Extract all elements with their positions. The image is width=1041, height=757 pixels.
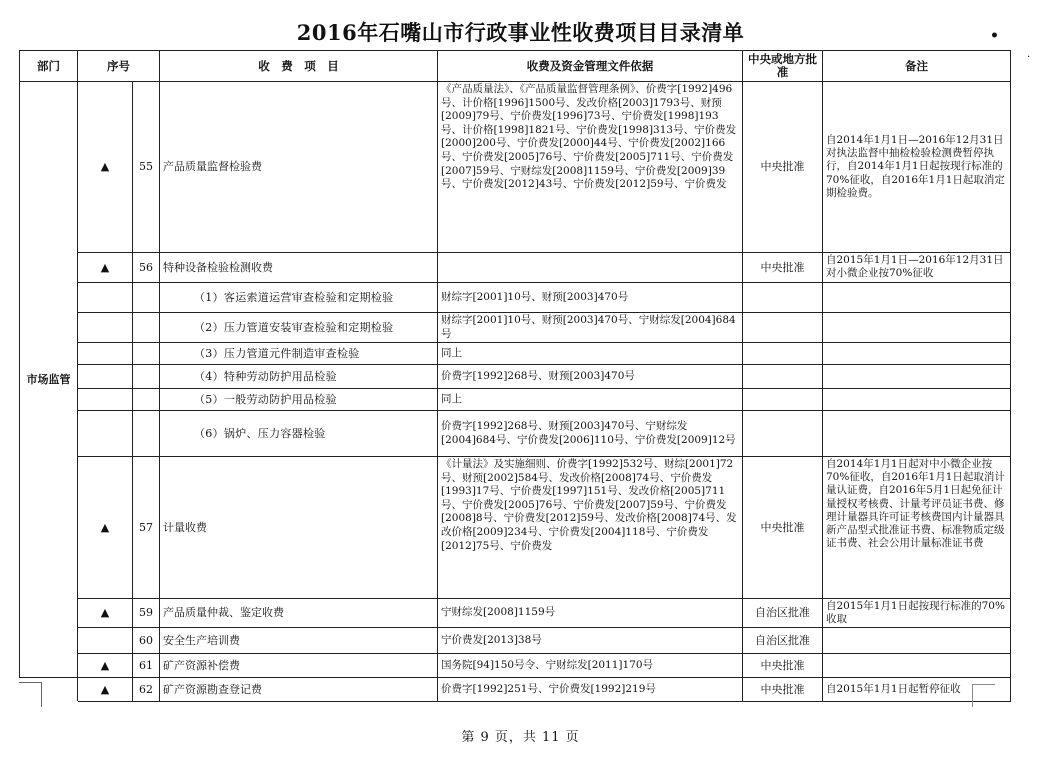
table-row	[20, 678, 1011, 702]
subitem-cell: （2）压力管道安装审查检验和定期检验	[160, 313, 438, 343]
scan-mark: ·	[1027, 52, 1031, 63]
note-cell	[823, 628, 1011, 654]
note-cell	[823, 457, 1011, 599]
approval-cell: 中央批准	[743, 253, 823, 283]
table-row	[20, 389, 1011, 411]
note-cell	[823, 599, 1011, 628]
item-cell: 矿产资源勘查登记费	[160, 678, 438, 702]
note-cell	[823, 654, 1011, 678]
seq-cell: 57	[133, 457, 160, 599]
approval-cell: 中央批准	[743, 678, 823, 702]
crop-mark	[19, 682, 42, 707]
table-header-row	[20, 51, 1011, 82]
basis-cell	[438, 253, 743, 283]
item-cell: 安全生产培训费	[160, 628, 438, 654]
basis-cell	[438, 82, 743, 253]
subitem-cell: （6）锅炉、压力容器检验	[160, 411, 438, 457]
basis-cell	[438, 457, 743, 599]
table-row	[20, 654, 1011, 678]
crop-mark	[972, 684, 995, 707]
table-row	[20, 457, 1011, 599]
mark-cell: ▲	[78, 599, 133, 628]
approval-cell: 自治区批准	[743, 628, 823, 654]
table-row	[20, 253, 1011, 283]
basis-cell: 同上	[438, 389, 743, 411]
table-row	[20, 411, 1011, 457]
seq-cell: 59	[133, 599, 160, 628]
col-header-seq: 序号	[78, 51, 160, 82]
basis-text: 《产品质量法》、《产品质量监督管理条例》、价费字[1992]496号、计价格[1996]1500号、发改价格[2003]1793号、财预[2009]79号、宁价费发[1996]73号、宁价费发[1998]193号、计价格[1998]1821号、宁价费发[1998]313号、宁价费发[2000]200号、宁价费发[2000]44号、宁价费发[2002]166号、宁价费发[2005]76号、宁价费发[2005]711号、宁价费发[2007]59号、宁财综发[2008]1159号、宁价费发[2009]39号、宁价费发[2012]43号、宁价费发[2012]59号、宁价费发	[441, 83, 737, 191]
note-cell	[823, 253, 1011, 283]
basis-cell: 价费字[1992]268号、财预[2003]470号	[438, 365, 743, 389]
col-header-note: 备注	[823, 51, 1011, 82]
table-row	[20, 599, 1011, 628]
basis-cell: 财综字[2001]10号、财预[2003]470号、宁财综发[2004]684号	[438, 313, 743, 343]
mark-cell: ▲	[78, 82, 133, 253]
basis-cell: 同上	[438, 343, 743, 365]
subitem-cell: （4）特种劳动防护用品检验	[160, 365, 438, 389]
table-row	[20, 313, 1011, 343]
basis-cell: 国务院[94]150号令、宁财综发[2011]170号	[438, 654, 743, 678]
seq-cell: 61	[133, 654, 160, 678]
table-row	[20, 365, 1011, 389]
basis-cell: 宁财综发[2008]1159号	[438, 599, 743, 628]
approval-cell: 中央批准	[743, 82, 823, 253]
seq-cell: 60	[133, 628, 160, 654]
basis-cell: 宁价费发[2013]38号	[438, 628, 743, 654]
basis-text: 《计量法》及实施细则、价费字[1992]532号、财综[2001]72号、财预[2002]584号、发改价格[2008]74号、宁价费发[1993]17号、宁价费发[1997]151号、发改价格[2005]711号、宁价费发[2005]76号、宁价费发[2007]59号、宁价费发[2008]8号、宁价费发[2012]59号、发改价格[2008]74号、发改价格[2009]234号、宁价费发[2004]118号、宁价费发[2012]75号、宁价费发	[441, 458, 737, 552]
scan-mark: •	[990, 28, 999, 44]
mark-cell: ▲	[78, 654, 133, 678]
fee-table	[19, 50, 1011, 702]
seq-cell: 62	[133, 678, 160, 702]
note-text: 自2015年1月1日起按现行标准的70%收取	[826, 600, 1005, 626]
dept-cell: 市场监管	[20, 82, 78, 678]
item-cell: 计量收费	[160, 457, 438, 599]
subitem-cell: （3）压力管道元件制造审查检验	[160, 343, 438, 365]
table-row	[20, 628, 1011, 654]
item-cell: 产品质量仲裁、鉴定收费	[160, 599, 438, 628]
note-cell: 自2014年1月1日—2016年12月31日对执法监督中抽检检验检测费暂停执行，自2014年1月1日起按现行标准的70%征收，自2016年1月1日起取消定期检验费。	[823, 82, 1011, 253]
basis-cell: 财综字[2001]10号、财预[2003]470号	[438, 283, 743, 313]
subitem-cell: （5）一般劳动防护用品检验	[160, 389, 438, 411]
note-text: 自2014年1月1日起对中小微企业按70%征收，自2016年1月1日起取消计量认证费，自2016年5月1日起免征计量授权考核费、计量考评员证书费、修理计量器具许可证考核费国内计量器具新产品型式批准证书费、标准物质定级证书费、社会公用计量标准证书费	[826, 458, 1005, 550]
page-footer: 第 9 页，共 11 页	[461, 730, 580, 745]
note-text: 自2015年1月1日—2016年12月31日对小微企业按70%征收	[826, 254, 1004, 280]
approval-cell: 中央批准	[743, 654, 823, 678]
basis-cell: 价费字[1992]251号、宁价费发[1992]219号	[438, 678, 743, 702]
item-cell: 特种设备检验检测收费	[160, 253, 438, 283]
col-header-item: 收 费 项 目	[160, 51, 438, 82]
page-title: 2016年石嘴山市行政事业性收费项目目录清单	[296, 20, 745, 45]
col-header-dept: 部门	[20, 51, 78, 82]
item-cell: 矿产资源补偿费	[160, 654, 438, 678]
col-header-approval: 中央或地方批准	[743, 51, 823, 82]
table-row	[20, 283, 1011, 313]
note-cell: 自2015年1月1日起暂停征收	[823, 678, 1011, 702]
basis-cell: 价费字[1992]268号、财预[2003]470号、宁财综发[2004]684号、宁价费发[2006]110号、宁价费发[2009]12号	[438, 411, 743, 457]
mark-cell: ▲	[78, 457, 133, 599]
approval-cell: 中央批准	[743, 457, 823, 599]
seq-cell: 55	[133, 82, 160, 253]
item-cell: 产品质量监督检验费	[160, 82, 438, 253]
mark-cell: ▲	[78, 253, 133, 283]
subitem-cell: （1）客运索道运营审查检验和定期检验	[160, 283, 438, 313]
table-row	[20, 343, 1011, 365]
table-row	[20, 82, 1011, 253]
approval-cell: 自治区批准	[743, 599, 823, 628]
seq-cell: 56	[133, 253, 160, 283]
mark-cell: ▲	[78, 678, 133, 702]
col-header-basis: 收费及资金管理文件依据	[438, 51, 743, 82]
